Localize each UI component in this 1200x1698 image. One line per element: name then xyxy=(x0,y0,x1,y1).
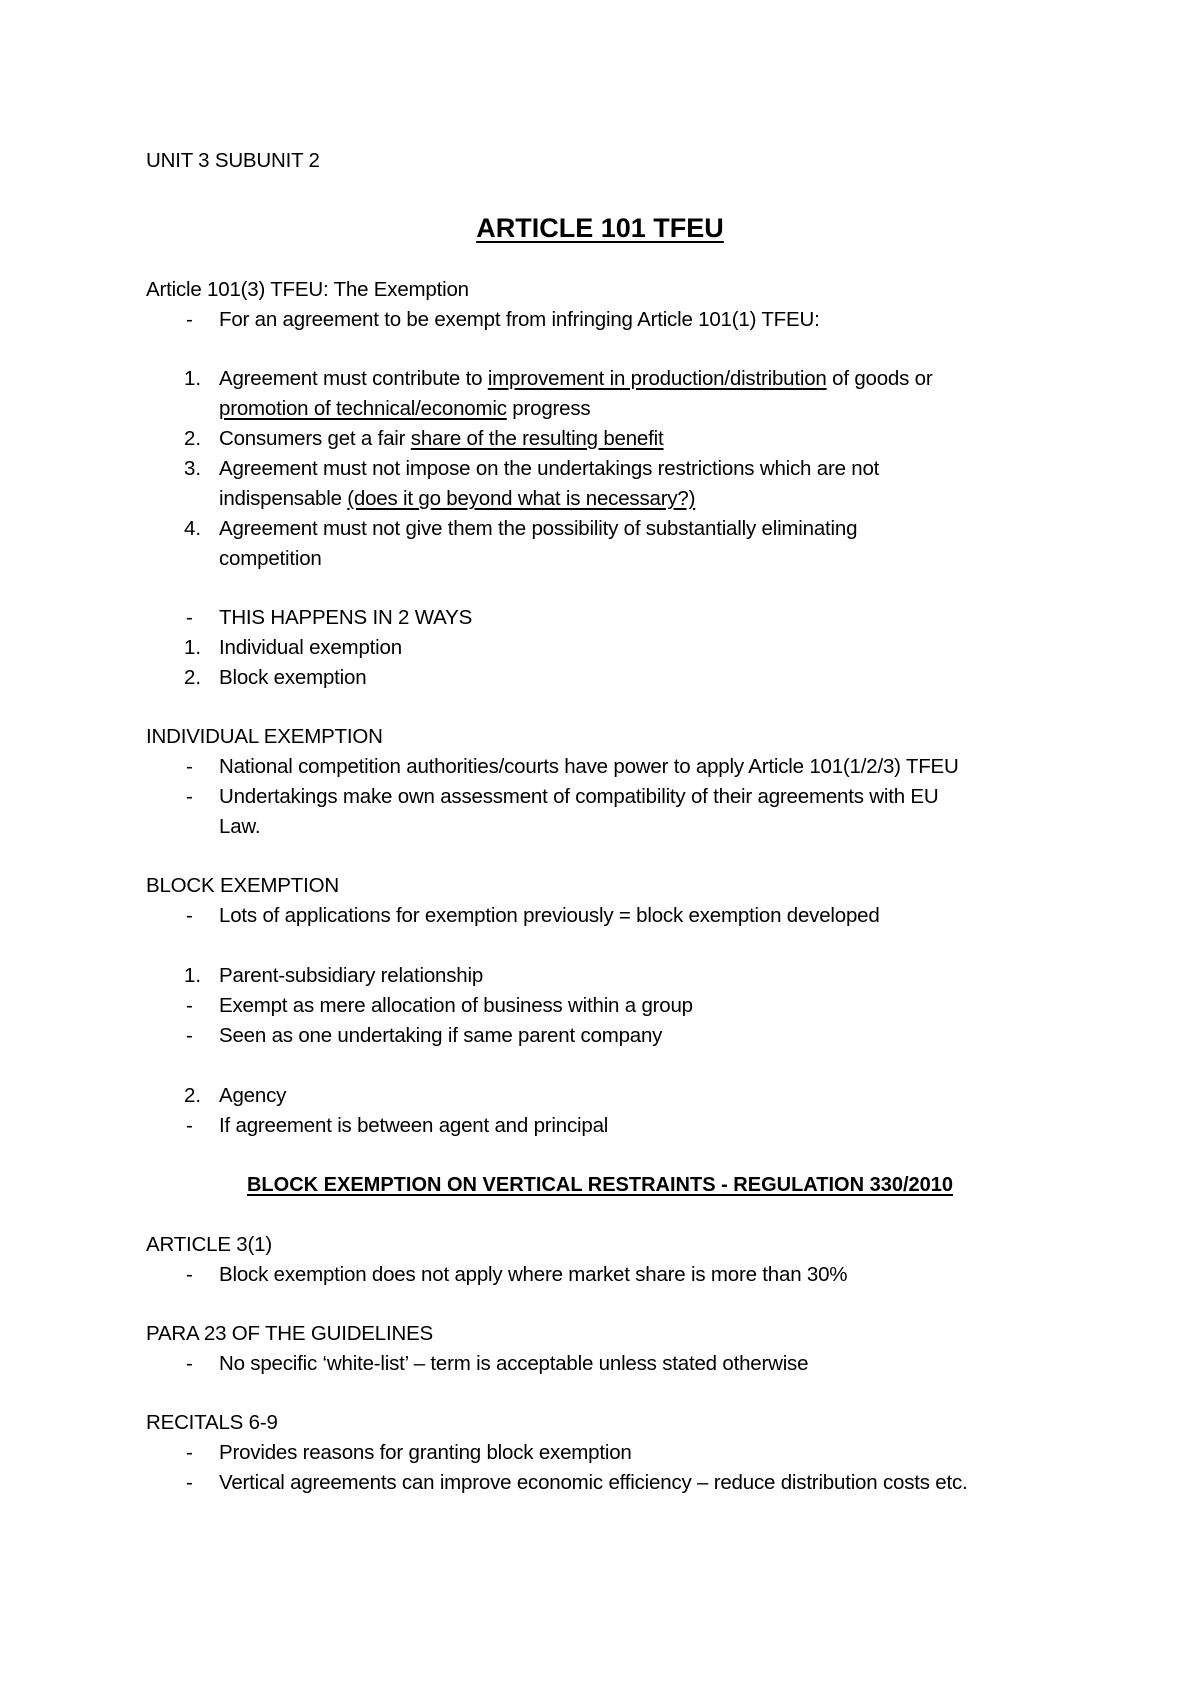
condition-2: Consumers get a fair share of the resulting benefit xyxy=(219,427,664,450)
condition-4-line-1: Agreement must not give them the possibility of substantially eliminating xyxy=(219,517,858,540)
block-item-1-point-a: Exempt as mere allocation of business within a group xyxy=(219,994,693,1017)
bullet-dash: - xyxy=(186,904,193,927)
underlined-text: share of the resulting benefit xyxy=(410,427,664,450)
block-item-2-point-a: If agreement is between agent and principal xyxy=(219,1114,609,1137)
underlined-text: (does it go beyond what is necessary?) xyxy=(347,487,696,510)
bullet-dash: - xyxy=(186,606,193,629)
list-number: 4. xyxy=(184,517,202,540)
article-3-point: Block exemption does not apply where market share is more than 30% xyxy=(219,1263,848,1286)
bullet-dash: - xyxy=(186,755,193,778)
bullet-dash: - xyxy=(186,1114,193,1137)
vertical-restraints-heading: BLOCK EXEMPTION ON VERTICAL RESTRAINTS - REGULATION 330/2010 xyxy=(246,1174,954,1196)
individual-point-2-line-1: Undertakings make own assessment of compatibility of their agreements with EU xyxy=(219,785,939,808)
condition-1-line-1: Agreement must contribute to improvement in production/distribution of goods or xyxy=(219,367,933,390)
recitals-heading: RECITALS 6-9 xyxy=(146,1411,278,1434)
unit-header: UNIT 3 SUBUNIT 2 xyxy=(146,149,320,172)
guidelines-point: No specific ‘white-list’ – term is acceptable unless stated otherwise xyxy=(219,1352,809,1375)
bullet-dash: - xyxy=(186,308,193,331)
guidelines-heading: PARA 23 OF THE GUIDELINES xyxy=(146,1322,434,1345)
page-title: ARTICLE 101 TFEU xyxy=(476,213,724,243)
article-3-heading: ARTICLE 3(1) xyxy=(146,1233,272,1256)
block-heading: BLOCK EXEMPTION xyxy=(146,874,339,897)
exemption-intro: For an agreement to be exempt from infringing Article 101(1) TFEU: xyxy=(219,308,820,331)
block-item-2: Agency xyxy=(219,1084,287,1107)
bullet-dash: - xyxy=(186,1263,193,1286)
recitals-point-1: Provides reasons for granting block exemption xyxy=(219,1441,632,1464)
condition-3-line-1: Agreement must not impose on the undertakings restrictions which are not xyxy=(219,457,880,480)
underlined-text: improvement in production/distribution xyxy=(487,367,827,390)
list-number: 1. xyxy=(184,964,202,987)
condition-1-line-2: promotion of technical/economic progress xyxy=(219,397,591,420)
recitals-point-2: Vertical agreements can improve economic efficiency – reduce distribution costs etc. xyxy=(219,1471,968,1494)
condition-3-line-2: indispensable (does it go beyond what is necessary?) xyxy=(219,487,696,510)
bullet-dash: - xyxy=(186,1024,193,1047)
bullet-dash: - xyxy=(186,1471,193,1494)
list-number: 2. xyxy=(184,427,202,450)
list-number: 1. xyxy=(184,636,202,659)
block-item-1-point-b: Seen as one undertaking if same parent company xyxy=(219,1024,663,1047)
individual-point-1: National competition authorities/courts have power to apply Article 101(1/2/3) TFEU xyxy=(219,755,959,778)
list-number: 1. xyxy=(184,367,202,390)
list-number: 3. xyxy=(184,457,202,480)
block-point-1: Lots of applications for exemption previously = block exemption developed xyxy=(219,904,880,927)
exemption-heading: Article 101(3) TFEU: The Exemption xyxy=(146,278,469,301)
bullet-dash: - xyxy=(186,785,193,808)
bullet-dash: - xyxy=(186,1441,193,1464)
underlined-text: promotion of technical/economic xyxy=(219,397,507,420)
block-item-1: Parent-subsidiary relationship xyxy=(219,964,484,987)
individual-point-2-line-2: Law. xyxy=(219,815,261,838)
condition-4-line-2: competition xyxy=(219,547,322,570)
way-2: Block exemption xyxy=(219,666,367,689)
bullet-dash: - xyxy=(186,1352,193,1375)
individual-heading: INDIVIDUAL EXEMPTION xyxy=(146,725,383,748)
ways-label: THIS HAPPENS IN 2 WAYS xyxy=(219,606,473,629)
bullet-dash: - xyxy=(186,994,193,1017)
list-number: 2. xyxy=(184,1084,202,1107)
list-number: 2. xyxy=(184,666,202,689)
way-1: Individual exemption xyxy=(219,636,402,659)
